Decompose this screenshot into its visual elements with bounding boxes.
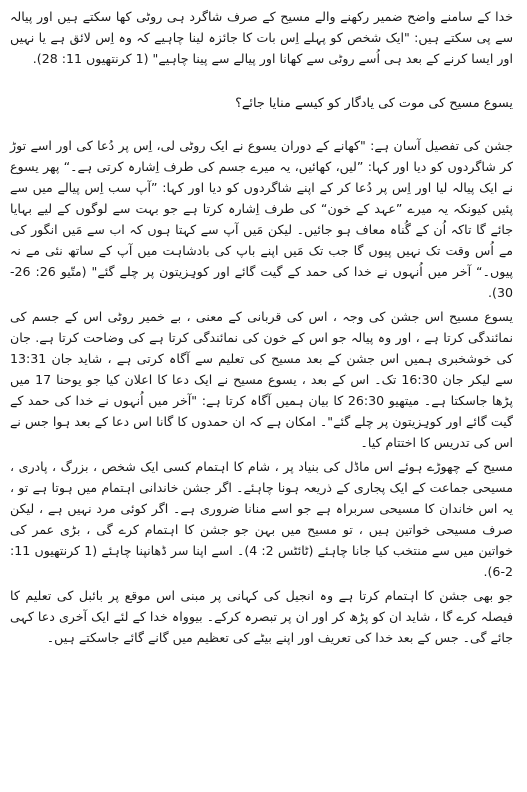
paragraph-celebration-description: جشن کی تفصیل آسان ہے: "کھانے کے دوران یسوع نے ایک روٹی لی، اِس پر دُعا کی اور اسے توڑ کر شاگردوں کو دیا اور کہا: ”لیں، کھائیں، یہ میرے جسم کی طرف اِشارہ کرتی ہے۔“ پھر یسوع نے ایک پیالہ لیا اور اِس پر دُعا کر کے اپنے شاگردوں کو دیا اور کہا: ”آپ سب اِس پیالے میں سے پئیں کیونکہ یہ میرے ”عہد کے خون“ کی طرف اِشارہ کرتا ہے جو بہت سے لوگوں کے لیے بہایا جائے گا تاکہ اُن کے گُناہ معاف ہو جائیں۔ لیکن مَیں آپ سے کہتا ہوں کہ اب سے مَیں انگور کی مے اُس وقت تک نہیں پیوں گا جب تک مَیں اپنے باپ کی بادشاہت میں آپ کے ساتھ نئی مے نہ پیوں۔“ آخر میں اُنہوں نے خدا کی حمد کے گیت گائے اور کوہِزیتون پر چلے گئے" (متّیو 26: 26-30). [10,138,514,300]
section-heading: یسوع مسیح کی موت کی یادگار کو کیسے منایا جائے؟ [235,96,513,111]
paragraph-teaching: یسوع مسیح اس جشن کی وجہ ، اس کی قربانی کے معنی ، بے خمیر روٹی اس کے جسم کی نمائندگی کرتا ہے ، اور وہ پیالہ جو اس کے خون کی نمائندگی کرتا ہے کی وضاحت کرتا ہے. جان کی خوشخبری ہمیں اس جشن کے بعد مسیح کی تعلیم سے آگاہ کرتی ہے ، شاید جان 13:31 سے لیکر جان 16:30 تک۔ اس کے بعد ، یسوع مسیح نے ایک دعا کا اعلان کیا جو یوحنا 17 میں پڑھا جاسکتا ہے۔ میتھیو 26:30 کا بیان ہمیں آگاہ کرتا ہے: "آخر میں اُنہوں نے خدا کی حمد کے گیت گائے اور کوہِزیتون پر چلے گئے"۔ امکان ہے کہ ان حمدوں کا گانا اس دعا کے بعد ہوا جس نے اس کی تدریس کا اختتام کیا۔ [10,309,513,450]
paragraph-organizer: مسیح کے چھوڑے ہوئے اس ماڈل کی بنیاد پر ، شام کا اہتمام کسی ایک شخص ، بزرگ ، پادری ، مسیحی جماعت کے ایک پجاری کے ذریعہ ہونا چاہئے۔ اگر جشن خاندانی اہتمام میں ہوتا ہے تو ، یہ اس خاندان کا مسیحی سربراہ ہے جو اسے منانا ضروری ہے۔ اگر کوئی مرد نہیں ہے ، لیکن صرف مسیحی خواتین ہیں ، تو مسیح میں بہن جو جشن کا اہتمام کرے گی ، بڑی عمر کی خواتین میں سے منتخب کیا جانا چاہئے (ٹائٹس 2: 4)۔ اسے اپنا سر ڈھانپنا چاہئے (1 کرنتھیوں 11: 2-6). [10,459,513,579]
paragraph-spacer [10,114,513,135]
paragraph-worthiness: خدا کے سامنے واضح ضمیر رکھنے والے مسیح کے صرف شاگرد ہی روٹی کھا سکتے ہیں اور پیالہ سے پی سکتے ہیں: "ایک شخص کو پہلے اِس بات کا جائزہ لینا چاہیے کہ وہ اِس لائق ہے یا نہیں اور ایسا کرنے کے بعد ہی اُسے روٹی سے کھانا اور پیالے سے پینا چاہیے" (1 کرنتھیوں 11: 28). [10,9,513,66]
paragraph-spacer [10,69,513,93]
paragraph-closing-prayer: جو بھی جشن کا اہتمام کرتا ہے وہ انجیل کی کہانی پر مبنی اس موقع پر بائبل کی تعلیم کا فیصلہ کرے گا ، شاید ان کو پڑھ کر اور ان پر تبصرہ کرکے۔ بیوواہ خدا کے لئے ایک آخری دعا کہی جائے گی۔ جس کے بعد خدا کی تعریف اور اپنے بیٹے کی تعظیم میں گانے گائے جاسکتے ہیں۔ [10,588,513,645]
